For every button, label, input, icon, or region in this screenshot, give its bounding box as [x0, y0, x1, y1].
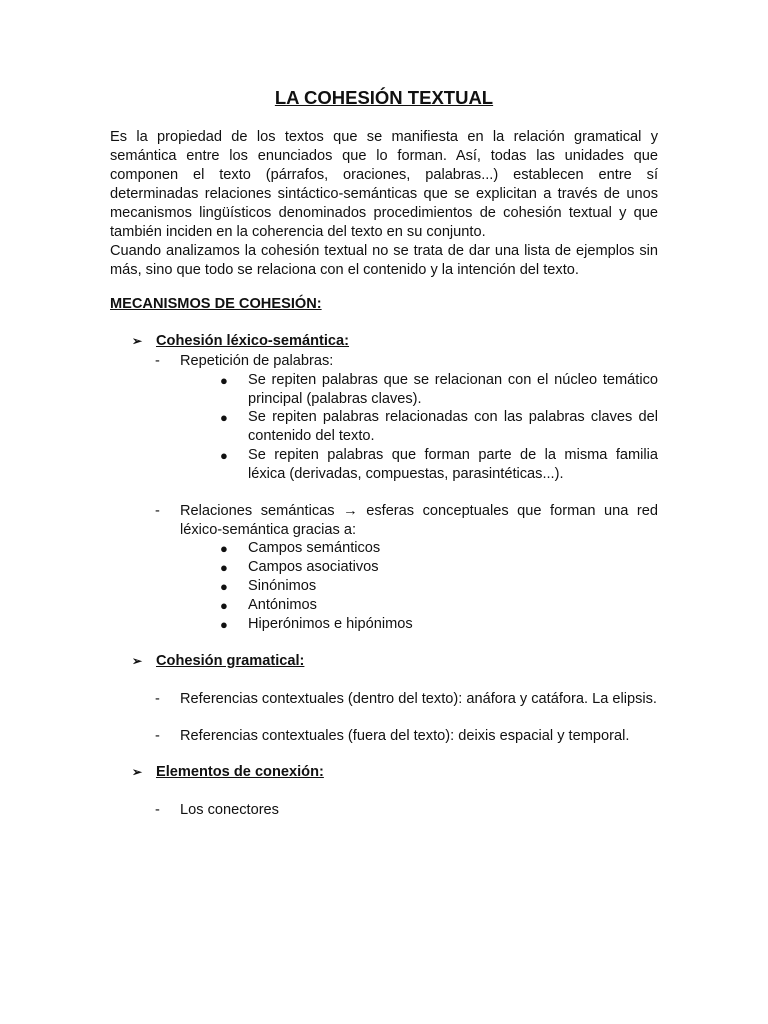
arrow-bullet-icon: ➢ — [132, 765, 143, 779]
bullet-item — [220, 615, 658, 634]
bullet-text: Antónimos — [248, 597, 317, 613]
bullet-item — [220, 558, 658, 577]
bullet-dot-icon: ● — [220, 448, 228, 463]
bullet-text: Se repiten palabras que forman parte de la misma familia léxica (derivadas, compuestas, parasintéticas...). — [248, 447, 658, 482]
bullet-dot-icon: ● — [220, 598, 228, 613]
bullet-dot-icon: ● — [220, 410, 228, 425]
bullet-item — [220, 446, 658, 484]
bullet-item — [220, 371, 658, 409]
dash-marker: - — [155, 353, 160, 369]
bullet-dot-icon: ● — [220, 373, 228, 388]
subheading-lexico-label: Cohesión léxico-semántica: — [156, 333, 350, 349]
subheading-lexico — [132, 332, 349, 351]
bullet-dot-icon: ● — [220, 617, 228, 632]
document-title: LA COHESIÓN TEXTUAL — [274, 87, 494, 108]
arrow-bullet-icon: ➢ — [132, 654, 143, 668]
dash-marker: - — [155, 728, 160, 744]
bullet-item — [220, 596, 658, 615]
list-item-repeticion — [155, 352, 658, 371]
list-item-gramatical — [155, 727, 658, 746]
subheading-gramatical-label: Cohesión gramatical: — [156, 653, 305, 669]
list-item-conexion — [155, 801, 658, 820]
bullet-text: Campos semánticos — [248, 540, 381, 556]
list-item-relaciones — [155, 502, 658, 540]
dash-marker: - — [155, 503, 160, 519]
list-item-text: Repetición de palabras: — [180, 353, 334, 369]
bullet-text: Hiperónimos e hipónimos — [248, 616, 413, 632]
dash-marker: - — [155, 691, 160, 707]
bullet-text: Se repiten palabras que se relacionan con el núcleo temático principal (palabras claves). — [248, 372, 658, 407]
arrow-bullet-icon: ➢ — [132, 334, 143, 348]
list-item-text: Relaciones semánticas → esferas conceptuales que forman una red léxico-semántica gracias a: — [180, 503, 658, 538]
bullet-item — [220, 577, 658, 596]
intro-paragraph-1: Es la propiedad de los textos que se manifiesta en la relación gramatical y semántica entre los enunciados que lo forman. Así, todas las unidades que componen el texto (párrafos, oraciones, palabras...) establecen entre sí determinadas relaciones sintáctico-semánticas que se explicitan a través de unos mecanismos lingüísticos denominados procedimientos de cohesión textual y que también inciden en la coherencia del texto en su conjunto. — [110, 129, 658, 240]
intro-text — [110, 128, 658, 280]
bullet-item — [220, 539, 658, 558]
list-item-gramatical — [155, 690, 658, 709]
subheading-conexion-label: Elementos de conexión: — [156, 764, 324, 780]
list-item-text: Los conectores — [180, 802, 279, 818]
bullet-text: Campos asociativos — [248, 559, 379, 575]
bullet-dot-icon: ● — [220, 579, 228, 594]
subheading-conexion — [132, 763, 324, 782]
intro-paragraph-2: Cuando analizamos la cohesión textual no se trata de dar una lista de ejemplos sin más, sino que todo se relaciona con el contenido y la intención del texto. — [110, 243, 658, 278]
bullet-text: Se repiten palabras relacionadas con las palabras claves del contenido del texto. — [248, 409, 658, 444]
bullet-dot-icon: ● — [220, 541, 228, 556]
bullet-text: Sinónimos — [248, 578, 317, 594]
bullet-item — [220, 408, 658, 446]
list-item-text: Referencias contextuales (dentro del texto): anáfora y catáfora. La elipsis. — [180, 691, 657, 707]
bullet-dot-icon: ● — [220, 560, 228, 575]
list-item-text: Referencias contextuales (fuera del texto): deixis espacial y temporal. — [180, 728, 630, 744]
dash-marker: - — [155, 802, 160, 818]
subheading-gramatical — [132, 652, 304, 671]
section-heading: MECANISMOS DE COHESIÓN: — [110, 296, 322, 312]
